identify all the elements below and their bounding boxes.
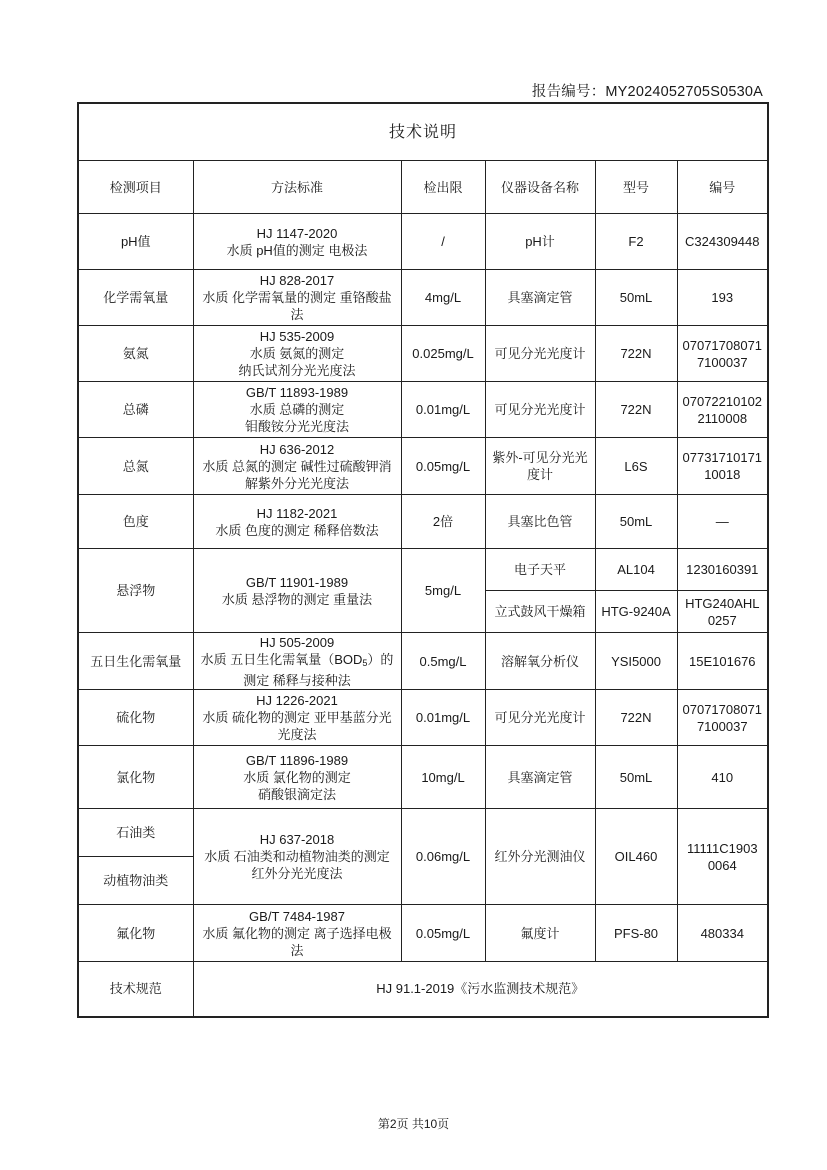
serial-line: 07731710171	[682, 450, 763, 465]
method-line: 水质 pH值的测定 电极法	[226, 242, 368, 258]
instrument-cell: 溶解氧分析仪	[485, 633, 595, 690]
method-line: 水质 硫化物的测定 亚甲基蓝分光	[202, 710, 392, 725]
item-cell: 石油类	[78, 809, 193, 857]
item-cell: 总氮	[78, 438, 193, 495]
item-cell: 氟化物	[78, 905, 193, 962]
limit-cell: /	[401, 214, 485, 270]
serial-cell: 15E101676	[677, 633, 768, 690]
limit-cell: 2倍	[401, 495, 485, 549]
instrument-cell: 红外分光测油仪	[485, 809, 595, 905]
table-row	[78, 549, 768, 591]
instrument-cell: 可见分光光度计	[485, 326, 595, 382]
method-line: GB/T 11901-1989	[245, 574, 349, 590]
model-cell: L6S	[595, 438, 677, 495]
serial-cell	[677, 690, 768, 746]
item-cell: pH值	[78, 214, 193, 270]
table-row	[78, 690, 768, 746]
serial-line: 2110008	[697, 410, 748, 426]
limit-cell: 0.01mg/L	[401, 690, 485, 746]
instrument-cell: 氟度计	[485, 905, 595, 962]
item-cell: 总磷	[78, 382, 193, 438]
table-row	[78, 633, 768, 690]
tech-spec-table-container	[77, 102, 767, 1018]
method-cell	[193, 633, 401, 690]
header-serial: 编号	[677, 161, 768, 214]
serial-cell	[677, 809, 768, 905]
serial-line: 10018	[704, 467, 741, 482]
method-line: 光度法	[277, 727, 317, 742]
instrument-cell: 具塞滴定管	[485, 746, 595, 809]
serial-cell: 410	[677, 746, 768, 809]
model-cell: 722N	[595, 690, 677, 746]
method-line: 法	[290, 942, 304, 958]
table-row	[78, 746, 768, 809]
limit-cell: 0.05mg/L	[401, 905, 485, 962]
model-cell: OIL460	[595, 809, 677, 905]
instrument-cell: pH计	[485, 214, 595, 270]
method-line: HJ 535-2009	[259, 329, 335, 344]
spec-value: HJ 91.1-2019《污水监测技术规范》	[193, 962, 768, 1017]
limit-cell: 0.01mg/L	[401, 382, 485, 438]
method-line: 纳氏试剂分光光度法	[238, 363, 356, 378]
method-line: HJ 636-2012	[259, 441, 335, 457]
instrument-cell: 立式鼓风干燥箱	[485, 591, 595, 633]
serial-cell: 1230160391	[677, 549, 768, 591]
method-cell	[193, 809, 401, 905]
item-cell: 氯化物	[78, 746, 193, 809]
method-line: GB/T 11893-1989	[245, 385, 349, 400]
table-row	[78, 326, 768, 382]
subscript: 5	[362, 657, 368, 668]
report-number: 报告编号：MY2024052705S0530A	[531, 84, 763, 100]
instrument-cell: 电子天平	[485, 549, 595, 591]
instrument-cell: 具塞比色管	[485, 495, 595, 549]
serial-line: 07071708071	[682, 337, 763, 353]
serial-line: 07072210102	[682, 393, 763, 409]
table-row	[78, 214, 768, 270]
method-cell	[193, 690, 401, 746]
method-text: 水质 五日生化需氧量（BOD	[200, 651, 363, 667]
method-cell	[193, 382, 401, 438]
method-cell	[193, 549, 401, 633]
header-model: 型号	[595, 161, 677, 214]
table-row	[78, 809, 768, 857]
item-cell: 氨氮	[78, 326, 193, 382]
item-cell: 动植物油类	[78, 857, 193, 905]
method-line: 红外分光光度法	[251, 866, 343, 881]
method-line	[196, 651, 399, 672]
serial-cell	[677, 438, 768, 495]
method-line: 水质 总磷的测定	[249, 402, 345, 417]
serial-cell	[677, 326, 768, 382]
serial-line: 0064	[707, 857, 737, 873]
method-line: HJ 1182-2021	[256, 505, 338, 521]
instrument-cell: 具塞滴定管	[485, 270, 595, 326]
method-line: 水质 悬浮物的测定 重量法	[221, 591, 373, 607]
method-cell	[193, 270, 401, 326]
serial-line: 11111C1903	[686, 840, 758, 856]
limit-cell: 0.06mg/L	[401, 809, 485, 905]
serial-cell: C324309448	[677, 214, 768, 270]
limit-cell: 0.5mg/L	[401, 633, 485, 690]
header-item: 检测项目	[78, 161, 193, 214]
method-cell	[193, 438, 401, 495]
instrument-cell	[485, 438, 595, 495]
method-line: HJ 637-2018	[259, 832, 335, 847]
page-footer: 第2页 共10页	[377, 1117, 450, 1131]
item-cell: 悬浮物	[78, 549, 193, 633]
method-text: ）的	[367, 651, 394, 667]
method-line: 硝酸银滴定法	[257, 786, 336, 802]
limit-cell: 4mg/L	[401, 270, 485, 326]
header-limit: 检出限	[401, 161, 485, 214]
model-cell: 50mL	[595, 495, 677, 549]
method-cell	[193, 214, 401, 270]
limit-cell: 10mg/L	[401, 746, 485, 809]
item-cell: 五日生化需氧量	[78, 633, 193, 690]
method-line: 水质 氨氮的测定	[249, 346, 345, 361]
method-line: GB/T 7484-1987	[249, 908, 345, 924]
method-line: 水质 色度的测定 稀释倍数法	[215, 522, 379, 538]
table-row	[78, 905, 768, 962]
method-line: 钼酸铵分光光度法	[244, 419, 349, 434]
limit-cell: 0.05mg/L	[401, 438, 485, 495]
model-cell: AL104	[595, 549, 677, 591]
item-cell: 化学需氧量	[78, 270, 193, 326]
model-cell: 50mL	[595, 746, 677, 809]
instrument-line: 紫外-可见分光光	[492, 450, 588, 465]
model-cell: 50mL	[595, 270, 677, 326]
method-line: HJ 1226-2021	[256, 693, 338, 708]
method-line: GB/T 11896-1989	[245, 752, 349, 768]
method-line: 水质 氯化物的测定	[243, 769, 351, 785]
header-row	[78, 161, 768, 214]
model-cell: 722N	[595, 382, 677, 438]
instrument-line: 度计	[526, 467, 553, 482]
method-line: HJ 828-2017	[259, 273, 335, 288]
serial-line: 0257	[707, 612, 737, 628]
method-cell	[193, 905, 401, 962]
tech-spec-table	[77, 102, 769, 1018]
instrument-cell: 可见分光光度计	[485, 382, 595, 438]
serial-cell	[677, 382, 768, 438]
table-title: 技术说明	[78, 103, 768, 161]
method-line: HJ 505-2009	[259, 634, 335, 650]
serial-cell: 193	[677, 270, 768, 326]
item-cell: 色度	[78, 495, 193, 549]
header-method: 方法标准	[193, 161, 401, 214]
serial-line: 07071708071	[682, 701, 763, 717]
serial-cell: —	[677, 495, 768, 549]
model-cell: 722N	[595, 326, 677, 382]
method-cell	[193, 326, 401, 382]
method-line: 水质 氟化物的测定 离子选择电极	[202, 925, 392, 941]
method-line: 解紫外分光光度法	[244, 475, 349, 491]
instrument-cell: 可见分光光度计	[485, 690, 595, 746]
method-line: 水质 总氮的测定 碱性过硫酸钾消	[202, 458, 392, 474]
table-row	[78, 382, 768, 438]
limit-cell: 5mg/L	[401, 549, 485, 633]
spec-row	[78, 962, 768, 1017]
model-cell: PFS-80	[595, 905, 677, 962]
method-line: 水质 石油类和动植物油类的测定	[204, 849, 390, 864]
table-row	[78, 270, 768, 326]
header-instrument: 仪器设备名称	[485, 161, 595, 214]
serial-line: 7100037	[696, 718, 748, 734]
method-cell	[193, 495, 401, 549]
method-cell	[193, 746, 401, 809]
serial-line: HTG240AHL	[685, 595, 760, 611]
serial-line: 7100037	[696, 354, 748, 370]
method-line: HJ 1147-2020	[256, 225, 338, 241]
spec-label: 技术规范	[78, 962, 193, 1017]
limit-cell: 0.025mg/L	[401, 326, 485, 382]
table-row	[78, 438, 768, 495]
serial-cell	[677, 591, 768, 633]
model-cell: F2	[595, 214, 677, 270]
method-line: 测定 稀释与接种法	[243, 672, 351, 688]
serial-cell: 480334	[677, 905, 768, 962]
model-cell: HTG-9240A	[595, 591, 677, 633]
method-line: 水质 化学需氧量的测定 重铬酸盐	[202, 290, 392, 305]
model-cell: YSI5000	[595, 633, 677, 690]
table-row	[78, 495, 768, 549]
method-line: 法	[290, 307, 304, 322]
item-cell: 硫化物	[78, 690, 193, 746]
